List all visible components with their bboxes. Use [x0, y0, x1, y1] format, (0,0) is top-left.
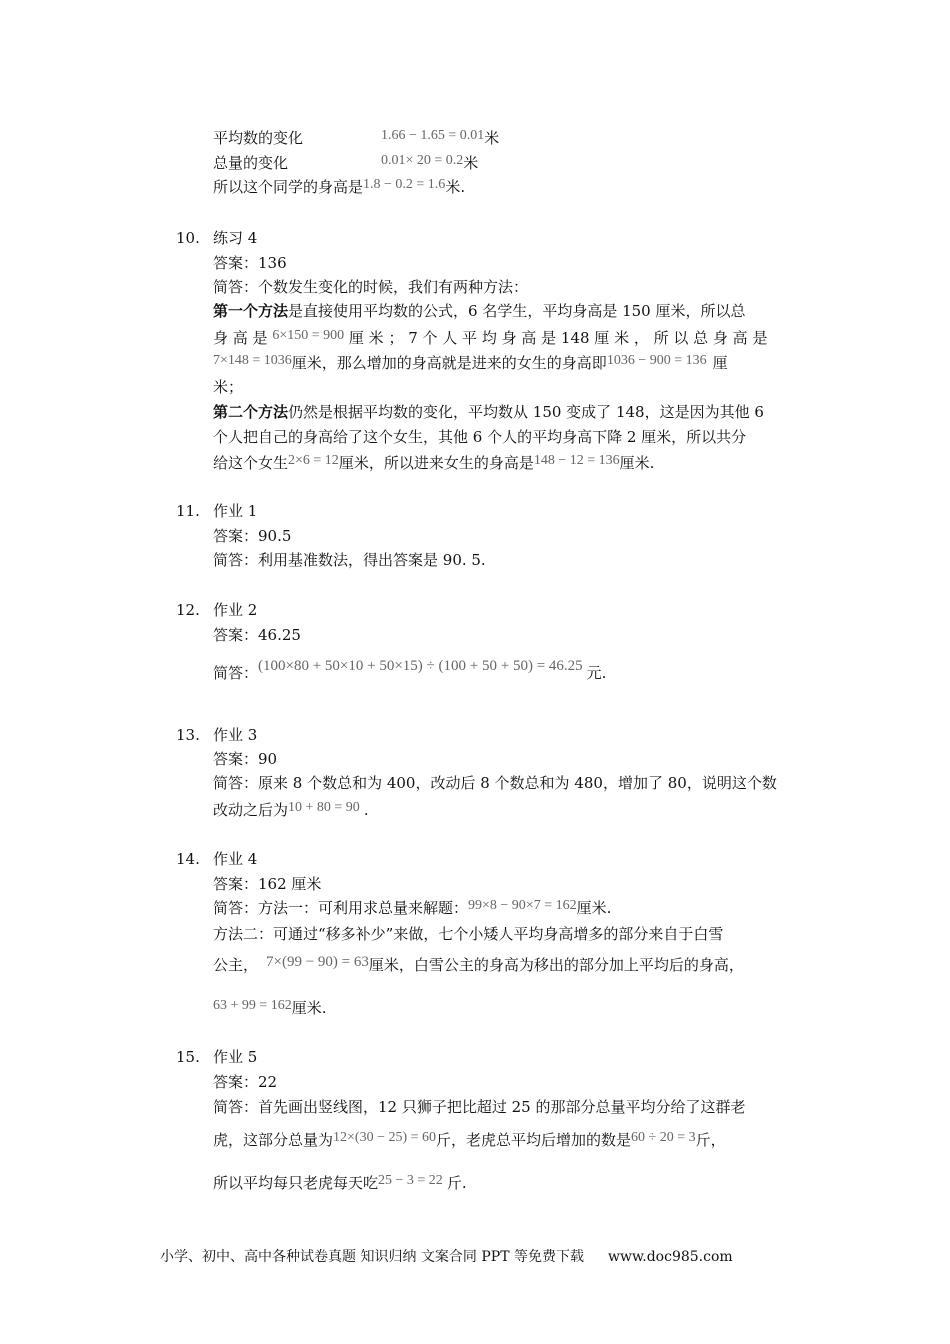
q15-brief-line2: [213, 1130, 726, 1152]
q10-method2-line3: [213, 453, 654, 475]
q14-m2-l2b: 厘米，白雪公主的身高为移出的部分加上平均后的身高，: [368, 956, 744, 974]
q14-answer: 答案：162 厘米: [213, 875, 322, 893]
q14-brief: [213, 898, 611, 920]
q12-number: 12.: [176, 601, 200, 619]
prev-row1-math: 1.66 − 1.65 = 0.01: [381, 128, 485, 143]
q10-method1-line3: [213, 353, 728, 375]
q14-title: 作业 4: [213, 850, 258, 868]
prev-row1-label: 平均数的变化: [213, 129, 304, 147]
q12-brief-label: 简答：: [213, 664, 259, 682]
q10-m2-l3b: 厘米，所以进来女生的身高是: [338, 454, 534, 472]
q13-answer: 答案：90: [213, 750, 278, 768]
footer-text: 小学、初中、高中各种试卷真题 知识归纳 文案合同 PPT 等免费下载: [160, 1249, 584, 1265]
q15-l2c: 斤，: [695, 1131, 726, 1149]
q12-brief: [213, 658, 607, 684]
q10-m1-l2a: 身 高 是: [213, 329, 268, 347]
q10-method1-line2: [213, 328, 767, 350]
q13-l2b: .: [363, 801, 369, 819]
q10-m2-bold: 第二个方法: [213, 403, 289, 421]
q14-brief-b: 厘米.: [576, 899, 612, 917]
q10-m1-l2b: 厘 米 ； 7 个 人 平 均 身 高 是 148 厘 米 ， 所 以 总 身 高 是: [348, 329, 768, 347]
q14-method2-line3: [213, 998, 327, 1020]
q15-l3b: 斤.: [446, 1174, 467, 1192]
q10-method2-line2: 个人把自己的身高给了这个女生，其他 6 个人的平均身高下降 2 厘米，所以共分: [213, 428, 747, 446]
q10-title: 练习 4: [213, 229, 258, 247]
prev-row3-math: 1.8 − 0.2 = 1.6: [363, 177, 446, 192]
q14-number: 14.: [176, 850, 200, 868]
q15-title: 作业 5: [213, 1048, 258, 1066]
q15-brief: 简答：首先画出竖线图，12 只狮子把比超过 25 的那部分总量平均分给了这群老: [213, 1098, 746, 1116]
q10-method1: [213, 301, 746, 321]
q15-answer: 答案：22: [213, 1073, 278, 1091]
q14-brief-math: 99×8 − 90×7 = 162: [468, 898, 577, 913]
q15-l2a: 虎，这部分总量为: [213, 1131, 334, 1149]
q10-brief: 简答：个数发生变化的时候，我们有两种方法：: [213, 278, 529, 296]
q11-number: 11.: [176, 502, 200, 520]
q13-title: 作业 3: [213, 726, 258, 744]
prev-row-1: [213, 128, 499, 150]
q12-title: 作业 2: [213, 601, 258, 619]
q10-m2-l3math1: 2×6 = 12: [288, 453, 339, 468]
q13-brief: 简答：原来 8 个数总和为 400，改动后 8 个数总和为 480，增加了 80，说明这个数: [213, 774, 777, 792]
q14-method2: 方法二：可通过“移多补少”来做，七个小矮人平均身高增多的部分来自于白雪: [213, 925, 724, 943]
q15-l2b: 斤，老虎总平均后增加的数是: [436, 1131, 632, 1149]
q14-brief-a: 简答：方法一：可利用求总量来解题：: [213, 899, 469, 917]
q10-answer: 答案：136: [213, 254, 287, 272]
footer-url[interactable]: www.doc985.com: [607, 1249, 733, 1265]
q13-l2math: 10 + 80 = 90: [288, 800, 360, 815]
prev-row2-label: 总量的变化: [213, 154, 289, 172]
prev-row-2: [213, 153, 478, 175]
q10-m1-l3math1: 7×148 = 1036: [213, 353, 292, 368]
q15-l2math1: 12×(30 − 25) = 60: [333, 1130, 437, 1145]
prev-row2-unit: 米: [463, 154, 479, 172]
q11-title: 作业 1: [213, 502, 258, 520]
q10-m2-text: 仍然是根据平均数的变化，平均数从 150 变成了 148，这是因为其他 6: [288, 403, 764, 421]
q13-brief-line2: [213, 800, 369, 822]
q10-m1-text: 是直接使用平均数的公式，6 名学生，平均身高是 150 厘米，所以总: [288, 302, 746, 320]
q10-m2-l3c: 厘米.: [619, 454, 655, 472]
q14-m2-l3b: 厘米.: [291, 999, 327, 1017]
q15-l3a: 所以平均每只老虎每天吃: [213, 1174, 379, 1192]
q10-method2: [213, 402, 764, 422]
prev-row3-unit: 米.: [445, 178, 466, 196]
q10-method1-line4: 米；: [213, 378, 244, 396]
q10-m1-l3b: 厘: [712, 354, 728, 372]
q10-number: 10.: [176, 229, 200, 247]
q10-m1-bold: 第一个方法: [213, 302, 289, 320]
prev-row3-text: 所以这个同学的身高是: [213, 178, 364, 196]
q15-brief-line3: [213, 1173, 467, 1195]
page-footer: [160, 1246, 733, 1266]
q13-l2a: 改动之后为: [213, 801, 289, 819]
q15-l2math2: 60 ÷ 20 = 3: [631, 1130, 696, 1145]
q14-m2-l2math: 7×(99 − 90) = 63: [266, 954, 369, 970]
q12-brief-math: (100×80 + 50×10 + 50×15) ÷ (100 + 50 + 50) = 46.25: [258, 658, 583, 674]
q14-m2-l2a: 公主，: [213, 956, 259, 974]
q14-method2-line2: [213, 955, 744, 976]
q15-l3math: 25 − 3 = 22: [378, 1173, 443, 1188]
prev-row1-unit: 米: [484, 129, 500, 147]
prev-row-3: [213, 177, 465, 199]
q10-m1-l2math: 6×150 = 900: [272, 328, 345, 343]
q13-number: 13.: [176, 726, 200, 744]
q14-m2-l3math: 63 + 99 = 162: [213, 998, 292, 1013]
q11-answer: 答案：90.5: [213, 527, 292, 545]
prev-row2-math: 0.01× 20 = 0.2: [381, 153, 464, 168]
q10-m1-l3math2: 1036 − 900 = 136: [606, 353, 707, 368]
q12-brief-unit: 元.: [586, 664, 607, 682]
q11-brief: 简答：利用基准数法，得出答案是 90. 5.: [213, 551, 486, 569]
q15-number: 15.: [176, 1048, 200, 1066]
q10-m1-l3a: 厘米，那么增加的身高就是进来的女生的身高即: [291, 354, 607, 372]
q10-m2-l3math2: 148 − 12 = 136: [533, 453, 620, 468]
q10-m2-l3a: 给这个女生: [213, 454, 289, 472]
q12-answer: 答案：46.25: [213, 626, 301, 644]
